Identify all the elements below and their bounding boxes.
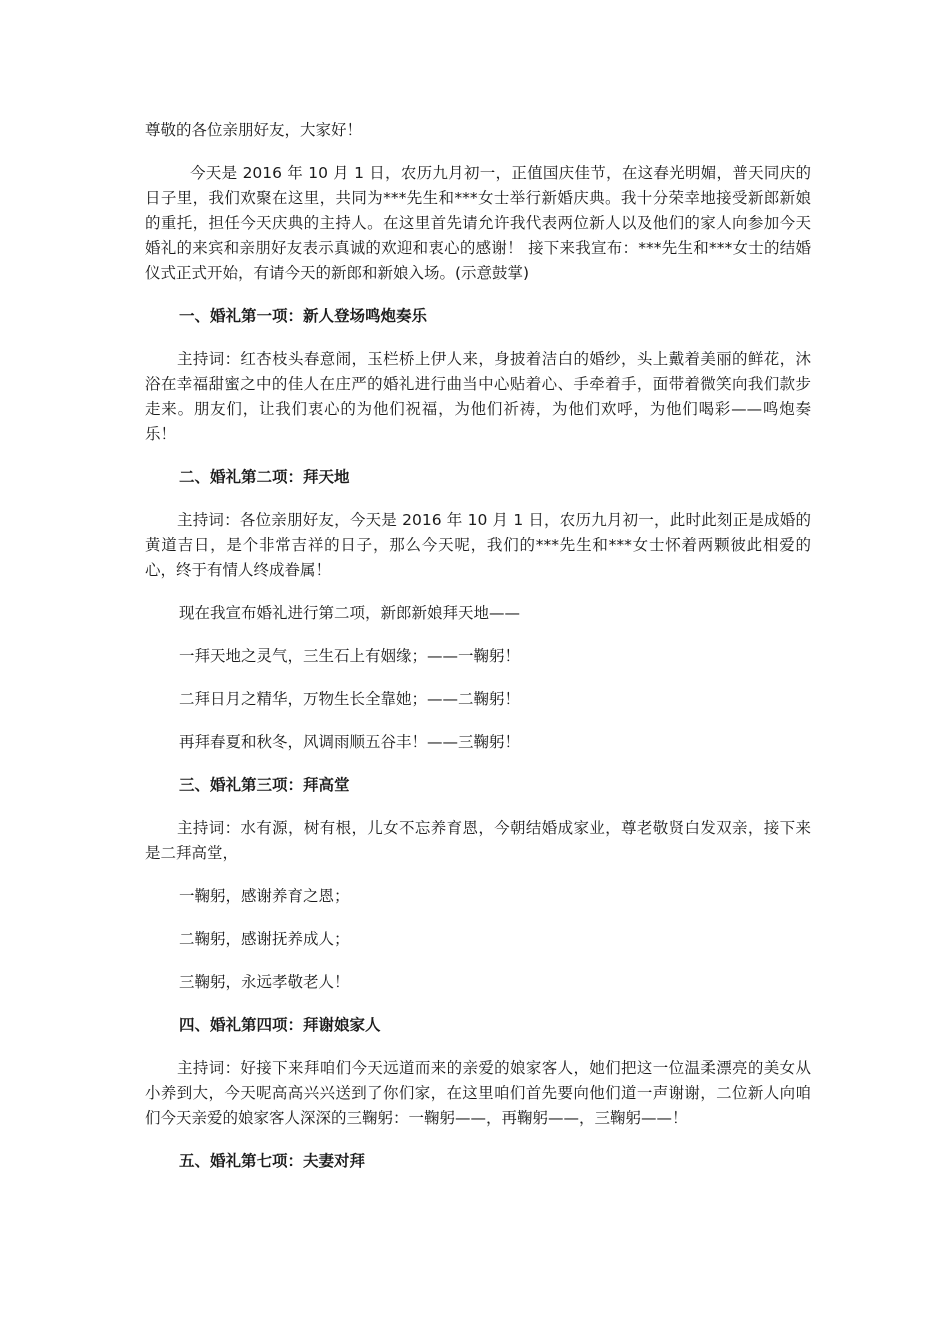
section-4-host-text: 主持词：好接下来拜咱们今天远道而来的亲爱的娘家客人，她们把这一位温柔漂亮的美女从小养到大，今天呢高高兴兴送到了你们家，在这里咱们首先要向他们道一声谢谢，二位新人向咱们今天亲爱的娘家客人深深的三鞠躬：一鞠躬——，再鞠躬——，三鞠躬——！: [145, 1059, 811, 1127]
section-1-heading: 一、婚礼第一项：新人登场鸣炮奏乐: [179, 307, 428, 325]
section-2-bow-2: 二拜日月之精华，万物生长全靠她；——二鞠躬！: [179, 690, 521, 708]
section-2-host-text: 主持词：各位亲朋好友，今天是 2016 年 10 月 1 日，农历九月初一，此时此刻正是成婚的黄道吉日，是个非常吉祥的日子，那么今天呢，我们的***先生和***女士怀着两颗彼此相爱的心，终于有情人终成眷属！: [145, 511, 811, 579]
section-4-heading: 四、婚礼第四项：拜谢娘家人: [179, 1016, 381, 1034]
section-1-host-text: 主持词：红杏枝头春意闹，玉栏桥上伊人来，身披着洁白的婚纱，头上戴着美丽的鲜花，沐浴在幸福甜蜜之中的佳人在庄严的婚礼进行曲当中心贴着心、手牵着手，面带着微笑向我们款步走来。朋友们，让我们衷心的为他们祝福，为他们祈祷，为他们欢呼，为他们喝彩——鸣炮奏乐！: [145, 350, 811, 443]
section-2-announce: 现在我宣布婚礼进行第二项，新郎新娘拜天地——: [179, 604, 521, 622]
greeting: 尊敬的各位亲朋好友，大家好！: [145, 121, 363, 139]
section-2-heading: 二、婚礼第二项：拜天地: [179, 468, 350, 486]
section-2-bow-1: 一拜天地之灵气，三生石上有姻缘；——一鞠躬！: [179, 647, 521, 665]
intro-paragraph: 今天是 2016 年 10 月 1 日，农历九月初一，正值国庆佳节，在这春光明媚，普天同庆的日子里，我们欢聚在这里，共同为***先生和***女士举行新婚庆典。我十分荣幸地接受新郎新娘的重托，担任今天庆典的主持人。在这里首先请允许我代表两位新人以及他们的家人向参加今天婚礼的来宾和亲朋好友表示真诚的欢迎和衷心的感谢！ 接下来我宣布：***先生和***女士的结婚仪式正式开始，有请今天的新郎和新娘入场。(示意鼓掌): [145, 164, 811, 282]
section-3-heading: 三、婚礼第三项：拜高堂: [179, 776, 350, 794]
section-5-heading: 五、婚礼第七项：夫妻对拜: [179, 1152, 366, 1170]
section-3-bow-1: 一鞠躬，感谢养育之恩；: [179, 887, 350, 905]
section-2-bow-3: 再拜春夏和秋冬，风调雨顺五谷丰！——三鞠躬！: [179, 733, 521, 751]
section-3-bow-3: 三鞠躬，永远孝敬老人！: [179, 973, 350, 991]
section-3-bow-2: 二鞠躬，感谢抚养成人；: [179, 930, 350, 948]
document-page: [145, 118, 811, 1192]
section-3-host-text: 主持词：水有源，树有根，儿女不忘养育恩，今朝结婚成家业，尊老敬贤白发双亲，接下来是二拜高堂，: [145, 819, 811, 862]
